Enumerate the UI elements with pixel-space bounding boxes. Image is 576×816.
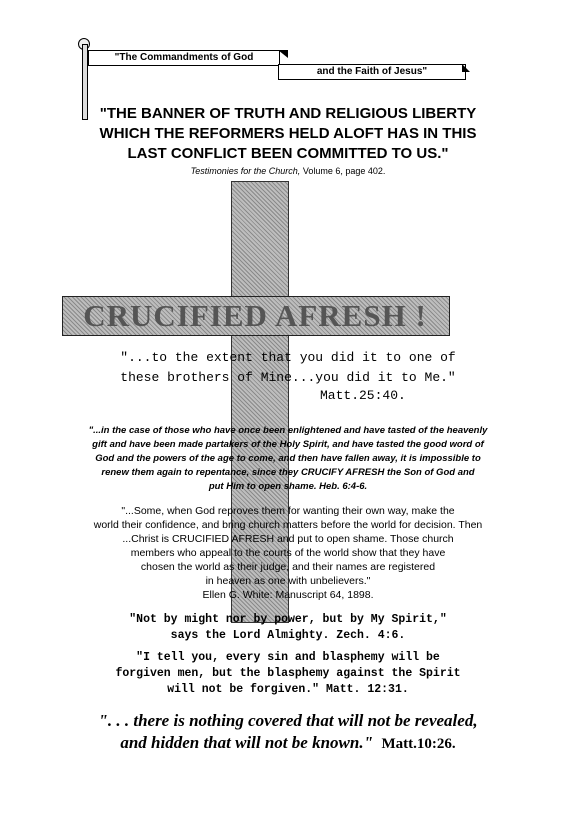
matt12-line2: forgiven men, but the blasphemy against the Spirit <box>115 667 461 680</box>
verse1-line1: "...to the extent that you did it to one of <box>120 350 456 365</box>
verse-matt-25-40 <box>10 348 566 388</box>
hebrews-quote <box>14 424 562 494</box>
white-line1: "...Some, when God reproves them for wanting their own way, make the <box>121 505 455 517</box>
matt12-line1: "I tell you, every sin and blasphemy will be <box>136 651 440 664</box>
hebrews-line5: put Him to open shame. Heb. 6:4-6. <box>208 481 368 492</box>
headline-line3: LAST CONFLICT BEEN COMMITTED TO US." <box>127 145 449 162</box>
white-quote <box>14 504 562 602</box>
white-line3: ...Christ is CRUCIFIED AFRESH and put to open shame. Those church <box>122 533 454 545</box>
white-line6: in heaven as one with unbelievers." <box>205 575 371 587</box>
hebrews-line3: God and the powers of the age to come, and then have fallen away, it is impossible to <box>95 453 481 464</box>
headline-quote <box>20 104 556 164</box>
matt10-line1: ". . . there is nothing covered that will not be revealed, <box>98 711 478 730</box>
white-line4: members who appeal to the courts of the world show that they have <box>130 547 446 559</box>
zech-line2: says the Lord Almighty. Zech. 4:6. <box>170 629 406 642</box>
zech-line1: "Not by might nor by power, but by My Spirit," <box>129 613 447 626</box>
citation-title: Testimonies for the Church, <box>190 166 301 176</box>
white-line7: Ellen G. White: Manuscript 64, 1898. <box>202 589 374 601</box>
verse-matt-10-26 <box>20 710 556 755</box>
matt10-line2: and hidden that will not be known." <box>120 733 374 752</box>
white-line5: chosen the world as their judge, and their names are registered <box>140 561 436 573</box>
matt10-line2-wrap <box>20 732 556 755</box>
crucified-afresh-title: CRUCIFIED AFRESH ! <box>83 298 427 333</box>
matt12-line3: will not be forgiven." Matt. 12:31. <box>167 683 409 696</box>
verse1-line2: these brothers of Mine...you did it to Me." <box>120 370 456 385</box>
white-line2: world their confidence, and bring church matters before the world for decision. Then <box>93 519 483 531</box>
headline-line2: WHICH THE REFORMERS HELD ALOFT HAS IN THIS <box>99 125 477 142</box>
banner-line1: "The Commandments of God <box>88 50 280 66</box>
headline-citation <box>20 166 556 176</box>
headline-line1: "THE BANNER OF TRUTH AND RELIGIOUS LIBERTY <box>99 105 477 122</box>
hebrews-line2: gift and have been made partakers of the Holy Spirit, and have tasted the good word of <box>92 439 484 450</box>
verse1-reference: Matt.25:40. <box>320 388 406 403</box>
matt10-reference: Matt.10:26. <box>381 736 456 752</box>
hebrews-line1: "...in the case of those who have once been enlightened and have tasted of the heavenly <box>88 425 488 436</box>
verse-matt-12-31 <box>20 650 556 698</box>
banner-fold-end <box>462 64 470 72</box>
citation-rest: Volume 6, page 402. <box>300 166 386 176</box>
hebrews-line4: renew them again to repentance, since they CRUCIFY AFRESH the Son of God and <box>101 467 475 478</box>
banner-fold <box>278 50 288 58</box>
verse-zech-4-6 <box>20 612 556 644</box>
banner-line2: and the Faith of Jesus" <box>278 64 466 80</box>
